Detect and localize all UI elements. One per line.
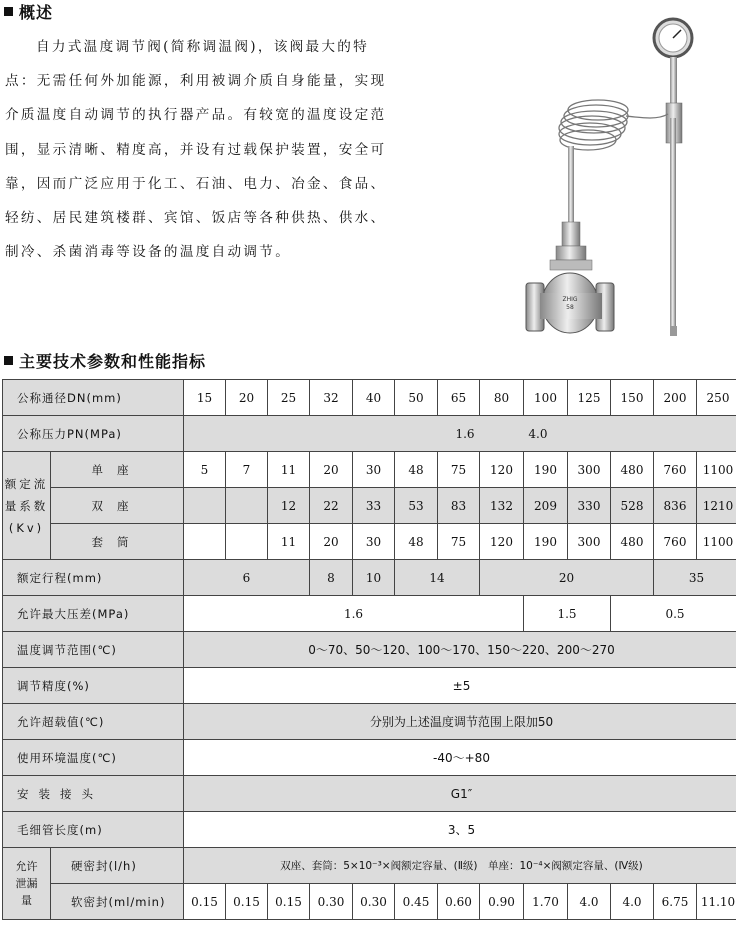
connector-label: 安装接头 [3, 776, 184, 812]
kv-cell: 132 [480, 488, 524, 524]
dn-cell: 25 [268, 380, 310, 416]
kv-cell: 11 [268, 524, 310, 560]
kv-cell: 75 [438, 452, 480, 488]
dn-cell: 125 [568, 380, 611, 416]
kv-cell [184, 488, 226, 524]
soft-seal-cell: 0.90 [480, 884, 524, 920]
kv-cell: 48 [395, 452, 438, 488]
valve-photo [518, 8, 728, 338]
soft-seal-cell: 0.45 [395, 884, 438, 920]
square-bullet-icon [4, 7, 13, 16]
temp-range-label: 温度调节范围(℃) [3, 632, 184, 668]
kv-cell: 190 [524, 452, 568, 488]
overview-heading [4, 0, 53, 23]
dn-cell: 15 [184, 380, 226, 416]
kv-cell: 120 [480, 452, 524, 488]
row-ambient [3, 740, 736, 776]
dn-label: 公称通径DN(mm) [3, 380, 184, 416]
accuracy-label: 调节精度(%) [3, 668, 184, 704]
soft-seal-cell: 11.10 [697, 884, 736, 920]
stroke-label: 额定行程(mm) [3, 560, 184, 596]
kv-sleeve-label: 套筒 [51, 524, 184, 560]
overview-paragraph: 自力式温度调节阀(简称调温阀)，该阀最大的特点：无需任何外加能源，利用被调介质自身能量，实现介质温度自动调节的执行器产品。有较宽的温度设定范围，显示清晰、精度高，并设有过载保护装置，安全可靠，因而广泛应用于化工、石油、电力、冶金、食品、轻纺、居民建筑楼群、宾馆、饭店等各种供热、供水、制冷、杀菌消毒等设备的温度自动调节。 [5, 39, 387, 261]
row-connector [3, 776, 736, 812]
soft-seal-cell: 6.75 [654, 884, 697, 920]
stroke-cell: 10 [353, 560, 395, 596]
capillary-value: 3、5 [184, 812, 736, 848]
kv-cell: 300 [568, 452, 611, 488]
specs-title: 主要技术参数和性能指标 [19, 352, 207, 371]
temp-range-value: 0～70、50～120、100～170、150～220、200～270 [184, 632, 736, 668]
kv-cell: 75 [438, 524, 480, 560]
soft-seal-label: 软密封(ml/min) [51, 884, 184, 920]
max-dp-cell: 1.6 [184, 596, 524, 632]
kv-cell: 22 [310, 488, 353, 524]
soft-seal-cell: 0.30 [353, 884, 395, 920]
kv-cell: 760 [654, 452, 697, 488]
soft-seal-cell: 0.15 [226, 884, 268, 920]
ambient-label: 使用环境温度(℃) [3, 740, 184, 776]
overload-value: 分别为上述温度调节范围上限加50 [184, 704, 736, 740]
kv-cell: 48 [395, 524, 438, 560]
row-dn [3, 380, 736, 416]
kv-cell: 11 [268, 452, 310, 488]
spec-table [2, 379, 736, 920]
dn-cell: 32 [310, 380, 353, 416]
kv-group-line: (Kv) [8, 520, 45, 535]
stroke-cell: 20 [480, 560, 654, 596]
dn-cell: 200 [654, 380, 697, 416]
kv-cell: 836 [654, 488, 697, 524]
dn-cell: 40 [353, 380, 395, 416]
soft-seal-cell: 1.70 [524, 884, 568, 920]
capillary-label: 毛细管长度(m) [3, 812, 184, 848]
dn-cell: 20 [226, 380, 268, 416]
leak-group-line: 泄漏 [15, 877, 38, 890]
kv-cell: 330 [568, 488, 611, 524]
kv-cell: 1210 [697, 488, 736, 524]
kv-group-line: 额定流 [4, 476, 49, 491]
row-kv-single [3, 452, 736, 488]
hard-seal-label: 硬密封(l/h) [51, 848, 184, 884]
overview-title: 概述 [19, 3, 54, 22]
max-dp-cell: 1.5 [524, 596, 611, 632]
dn-cell: 80 [480, 380, 524, 416]
kv-cell: 528 [611, 488, 654, 524]
pn-value: 4.0 [528, 426, 548, 441]
square-bullet-icon [4, 356, 13, 365]
kv-cell: 20 [310, 524, 353, 560]
stroke-cell: 6 [184, 560, 310, 596]
kv-cell: 1100 [697, 452, 736, 488]
row-soft-seal [3, 884, 736, 920]
overload-label: 允许超载值(℃) [3, 704, 184, 740]
dn-cell: 250 [697, 380, 736, 416]
dn-cell: 150 [611, 380, 654, 416]
ambient-value: -40～+80 [184, 740, 736, 776]
hard-seal-value: 双座、套筒：5×10⁻³×阀额定容量、(Ⅱ级) 单座：10⁻⁴×阀额定容量、(Ⅳ级) [184, 848, 736, 884]
stroke-cell: 35 [654, 560, 736, 596]
leak-group-line: 允许 [15, 860, 38, 873]
row-pn [3, 416, 736, 452]
kv-cell: 83 [438, 488, 480, 524]
kv-double-label: 双座 [51, 488, 184, 524]
kv-cell: 12 [268, 488, 310, 524]
kv-cell: 1100 [697, 524, 736, 560]
max-dp-label: 允许最大压差(MPa) [3, 596, 184, 632]
accuracy-value: ±5 [184, 668, 736, 704]
soft-seal-cell: 0.15 [268, 884, 310, 920]
kv-cell [184, 524, 226, 560]
row-capillary [3, 812, 736, 848]
row-temp-range [3, 632, 736, 668]
kv-cell: 190 [524, 524, 568, 560]
kv-cell: 53 [395, 488, 438, 524]
soft-seal-cell: 4.0 [611, 884, 654, 920]
kv-cell: 30 [353, 452, 395, 488]
kv-cell: 760 [654, 524, 697, 560]
kv-single-label: 单座 [51, 452, 184, 488]
dn-cell: 65 [438, 380, 480, 416]
svg-text:58: 58 [566, 304, 574, 311]
stroke-cell: 8 [310, 560, 353, 596]
pn-value: 1.6 [455, 426, 475, 441]
row-kv-double [3, 488, 736, 524]
kv-cell: 7 [226, 452, 268, 488]
overview-text-block [5, 30, 400, 269]
kv-cell [226, 524, 268, 560]
kv-cell: 5 [184, 452, 226, 488]
row-kv-sleeve [3, 524, 736, 560]
row-max-dp [3, 596, 736, 632]
leak-group-label [3, 848, 51, 920]
kv-cell: 30 [353, 524, 395, 560]
soft-seal-cell: 4.0 [568, 884, 611, 920]
kv-cell [226, 488, 268, 524]
kv-cell: 300 [568, 524, 611, 560]
row-hard-seal [3, 848, 736, 884]
kv-cell: 20 [310, 452, 353, 488]
row-stroke [3, 560, 736, 596]
soft-seal-cell: 0.15 [184, 884, 226, 920]
row-overload [3, 704, 736, 740]
kv-cell: 480 [611, 524, 654, 560]
soft-seal-cell: 0.60 [438, 884, 480, 920]
specs-heading [4, 349, 206, 372]
kv-cell: 480 [611, 452, 654, 488]
svg-text:ZHIG: ZHIG [562, 296, 578, 303]
kv-cell: 120 [480, 524, 524, 560]
dn-cell: 50 [395, 380, 438, 416]
max-dp-cell: 0.5 [611, 596, 736, 632]
kv-group-label [3, 452, 51, 560]
row-accuracy [3, 668, 736, 704]
kv-cell: 209 [524, 488, 568, 524]
kv-group-line: 量系数 [4, 498, 49, 513]
connector-value: G1″ [184, 776, 736, 812]
stroke-cell: 14 [395, 560, 480, 596]
dn-cell: 100 [524, 380, 568, 416]
soft-seal-cell: 0.30 [310, 884, 353, 920]
pn-label: 公称压力PN(MPa) [3, 416, 184, 452]
pn-values [184, 416, 736, 452]
leak-group-line: 量 [21, 894, 32, 907]
kv-cell: 33 [353, 488, 395, 524]
